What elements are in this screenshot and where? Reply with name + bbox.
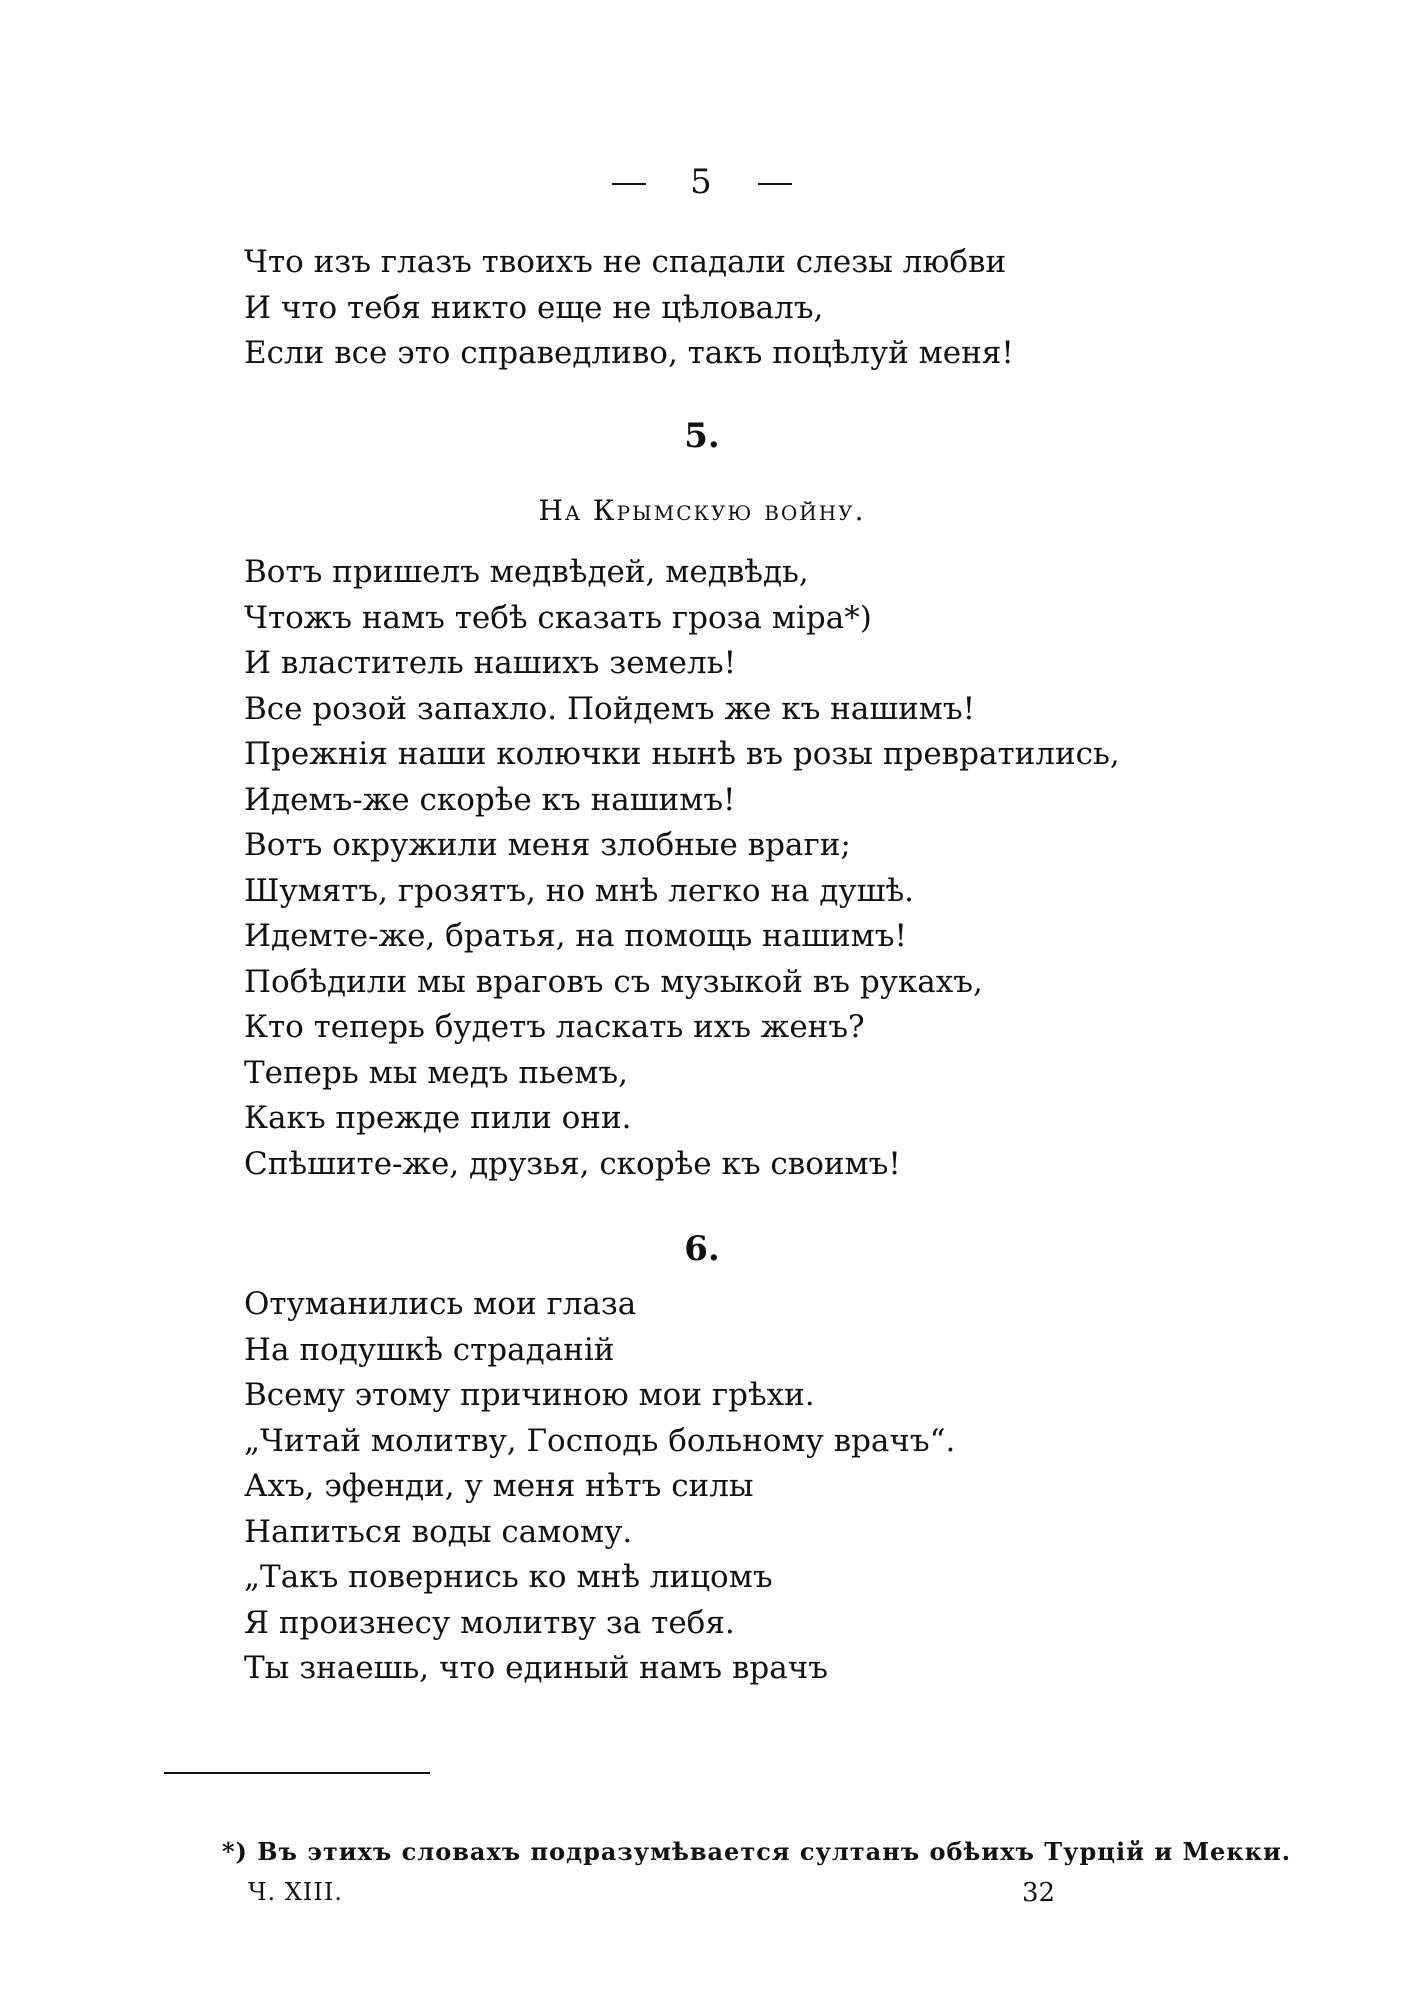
poem-6-stanza [244,1282,955,1692]
page-number-value: 5 [690,162,714,202]
verse-line: Идемъ-же скорѣе къ нашимъ! [244,781,736,818]
left-dash [612,183,646,185]
verse-line: Спѣшите-же, друзья, скорѣе къ своимъ! [244,1145,901,1182]
verse-line: Идемте-же, братья, на помощь нашимъ! [244,918,907,954]
verse-line: Напиться воды самому. [244,1513,633,1550]
folio-number: 32 [1022,1878,1056,1908]
verse-line: Если все это справедливо, такъ поцѣлуй меня! [244,335,1014,371]
verse-line: И властитель нашихъ земель! [244,645,737,681]
poem-5-title: На Крымскую войну. [538,494,866,527]
verse-line: Все розой запахло. Пойдемъ же къ нашимъ! [244,690,976,727]
poem-5-number: 5. [684,416,720,456]
verse-line: На подушкѣ страданій [244,1331,615,1368]
footnote: *) Въ этихъ словахъ подразумѣвается султанъ обѣихъ Турцій и Мекки. [222,1837,1292,1866]
verse-line: Что изъ глазъ твоихъ не спадали слезы любви [244,244,1007,280]
verse-line: Я произнесу молитву за тебя. [244,1604,735,1641]
signature-mark: Ч. XIII. [248,1878,343,1906]
continuation-stanza [244,240,1014,377]
verse-line: Вотъ пришелъ медвѣдей, медвѣдь, [244,554,809,590]
verse-line: Ты знаешь, что единый намъ врачъ [244,1650,828,1686]
verse-line: Отуманились мои глаза [244,1286,637,1322]
right-dash [758,183,792,185]
verse-line: Какъ прежде пили они. [244,1100,632,1136]
page-number [0,162,1404,202]
verse-line: „Такъ повернись ко мнѣ лицомъ [244,1559,773,1595]
verse-line: Ахъ, эфенди, у меня нѣтъ силы [244,1468,754,1504]
verse-line: Вотъ окружили меня злобные враги; [244,827,851,863]
verse-line: Прежнія наши колючки нынѣ въ розы превратились, [244,736,1120,772]
verse-line: Теперь мы медъ пьемъ, [244,1054,628,1091]
verse-line: И что тебя никто еще не цѣловалъ, [244,289,824,326]
poem-6-number: 6. [684,1229,720,1269]
verse-line: Шумятъ, грозятъ, но мнѣ легко на душѣ. [244,872,915,909]
verse-line: Чтожъ намъ тебѣ сказать гроза міра*) [244,599,872,636]
verse-line: Кто теперь будетъ ласкать ихъ женъ? [244,1009,865,1045]
verse-line: Побѣдили мы враговъ съ музыкой въ рукахъ, [244,963,983,1000]
footnote-rule [164,1772,430,1774]
verse-line: Всему этому причиною мои грѣхи. [244,1377,815,1413]
poem-5-stanza [244,550,1120,1187]
verse-line: „Читай молитву, Господь больному врачъ“. [244,1422,956,1459]
